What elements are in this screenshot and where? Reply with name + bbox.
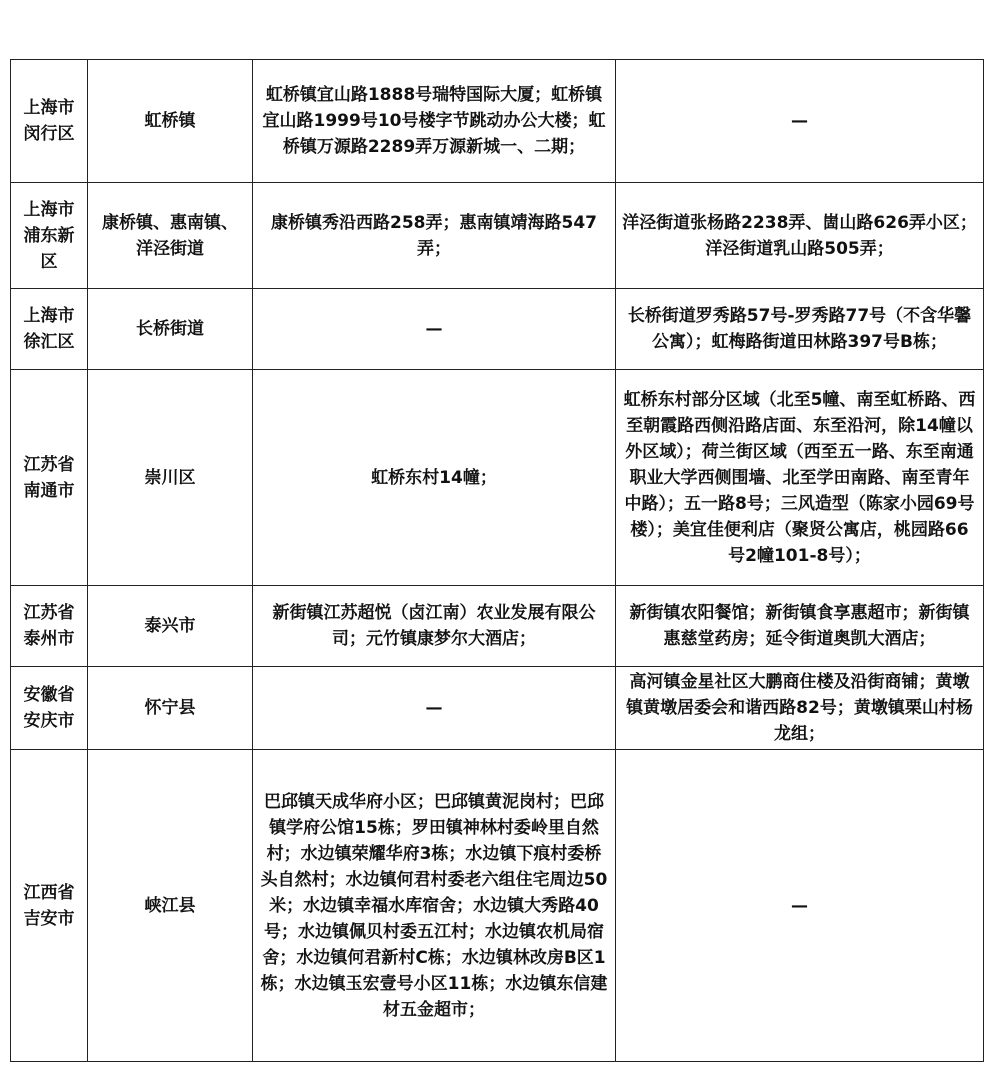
medium-risk-cell: 巴邱镇天成华府小区；巴邱镇黄泥岗村；巴邱镇学府公馆15栋；罗田镇神林村委岭里自然村；水边镇荣耀华府3栋；水边镇下痕村委桥头自然村；水边镇何君村委老六组住宅周边50米；水边镇幸福水库宿舍；水边镇大秀路40号；水边镇佩贝村委五江村；水边镇农机局宿舍；水边镇何君新村C栋；水边镇林改房B区1栋；水边镇玉宏壹号小区11栋；水边镇东信建材五金超市； bbox=[253, 750, 616, 1062]
low-risk-cell: — bbox=[616, 60, 984, 183]
area-cell: 长桥街道 bbox=[88, 289, 253, 370]
area-cell: 崇川区 bbox=[88, 370, 253, 586]
area-cell: 泰兴市 bbox=[88, 586, 253, 667]
table-row bbox=[11, 586, 984, 667]
table-row bbox=[11, 750, 984, 1062]
region-cell: 上海市徐汇区 bbox=[11, 289, 88, 370]
low-risk-cell: 虹桥东村部分区域（北至5幢、南至虹桥路、西至朝霞路西侧沿路店面、东至沿河，除14幢以外区域）；荷兰街区域（西至五一路、东至南通职业大学西侧围墙、北至学田南路、南至青年中路）；五一路8号；三风造型（陈家小园69号楼）；美宜佳便利店（聚贤公寓店，桃园路66号2幢101-8号）； bbox=[616, 370, 984, 586]
area-cell: 峡江县 bbox=[88, 750, 253, 1062]
medium-risk-cell: 康桥镇秀沿西路258弄；惠南镇靖海路547弄； bbox=[253, 183, 616, 289]
low-risk-cell: 高河镇金星社区大鹏商住楼及沿街商铺；黄墩镇黄墩居委会和谐西路82号；黄墩镇栗山村杨龙组； bbox=[616, 667, 984, 750]
medium-risk-cell: 虹桥东村14幢； bbox=[253, 370, 616, 586]
low-risk-cell: 新街镇农阳餐馆；新街镇食享惠超市；新街镇惠慈堂药房；延令街道奥凯大酒店； bbox=[616, 586, 984, 667]
risk-area-table bbox=[10, 59, 984, 1062]
medium-risk-cell: — bbox=[253, 667, 616, 750]
medium-risk-cell: — bbox=[253, 289, 616, 370]
region-cell: 上海市闵行区 bbox=[11, 60, 88, 183]
table-row bbox=[11, 667, 984, 750]
table-row bbox=[11, 289, 984, 370]
region-cell: 江苏省南通市 bbox=[11, 370, 88, 586]
medium-risk-cell: 虹桥镇宜山路1888号瑞特国际大厦；虹桥镇宜山路1999号10号楼字节跳动办公大楼；虹桥镇万源路2289弄万源新城一、二期； bbox=[253, 60, 616, 183]
region-cell: 上海市浦东新区 bbox=[11, 183, 88, 289]
area-cell: 康桥镇、惠南镇、洋泾街道 bbox=[88, 183, 253, 289]
medium-risk-cell: 新街镇江苏超悦（卤江南）农业发展有限公司；元竹镇康梦尔大酒店； bbox=[253, 586, 616, 667]
area-cell: 虹桥镇 bbox=[88, 60, 253, 183]
low-risk-cell: 洋泾街道张杨路2238弄、崮山路626弄小区；洋泾街道乳山路505弄； bbox=[616, 183, 984, 289]
region-cell: 江苏省泰州市 bbox=[11, 586, 88, 667]
low-risk-cell: 长桥街道罗秀路57号-罗秀路77号（不含华馨公寓）；虹梅路街道田林路397号B栋； bbox=[616, 289, 984, 370]
table-row bbox=[11, 183, 984, 289]
low-risk-cell: — bbox=[616, 750, 984, 1062]
region-cell: 安徽省安庆市 bbox=[11, 667, 88, 750]
table-row bbox=[11, 370, 984, 586]
region-cell: 江西省吉安市 bbox=[11, 750, 88, 1062]
table-row bbox=[11, 60, 984, 183]
area-cell: 怀宁县 bbox=[88, 667, 253, 750]
